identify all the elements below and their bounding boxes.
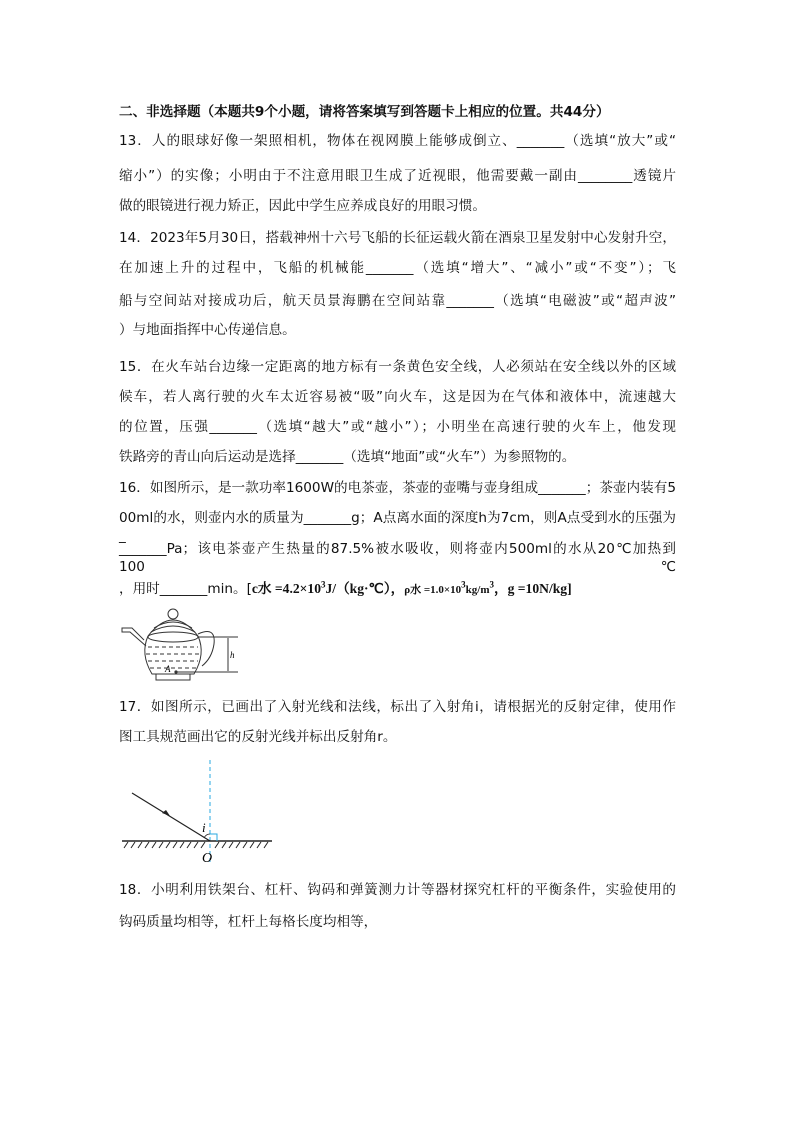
q16-line: 00ml的水，则壶内水的质量为_______g；A点离水面的深度h为7cm，则A点受到水的压强为_ (119, 510, 676, 544)
section-header: 二、非选择题（本题共9个小题，请将答案填写到答题卡上相应的位置。共44分） (119, 104, 610, 120)
q14-line: 14．2023年5月30日，搭载神州十六号飞船的长征运载火箭在酒泉卫星发射中心发射升空， (119, 230, 676, 246)
q16-line: 16．如图所示，是一款功率1600W的电茶壶，茶壶的壶嘴与壶身组成_______；茶壶内装有5 (119, 480, 676, 496)
q18-line: 钩码质量均相等，杠杆上每格长度均相等， (119, 914, 378, 930)
q16-line: _______Pa；该电茶壶产生热量的87.5%被水吸收，则将壶内500ml的水从20℃加热到100℃ (119, 541, 676, 575)
q15-line: 的位置，压强_______（选填“越大”或“越小”）；小明坐在高速行驶的火车上，他发现 (119, 419, 676, 435)
q15-line: 15．在火车站台边缘一定距离的地方标有一条黄色安全线，人必须站在安全线以外的区域 (119, 359, 676, 375)
q14-line: 船与空间站对接成功后，航天员景海鹏在空间站靠_______（选填“电磁波”或“超声波” (119, 293, 676, 309)
q15-line: 铁路旁的青山向后运动是选择_______（选填“地面”或“火车”）为参照物的。 (119, 449, 576, 465)
q17-line: 17．如图所示，已画出了入射光线和法线，标出了入射角i，请根据光的反射定律，使用作 (119, 699, 676, 715)
q14-line: 在加速上升的过程中，飞船的机械能_______（选填“增大”、“减小”或“不变”）；飞 (119, 260, 676, 276)
reflection-diagram (118, 758, 288, 868)
q13-line: 13．人的眼球好像一架照相机，物体在视网膜上能够成倒立、_______（选填“放大”或“ (119, 133, 676, 149)
incident-ray (132, 793, 210, 841)
point-label-o: O (202, 851, 213, 866)
q17-line: 图工具规范画出它的反射光线并标出反射角r。 (119, 729, 397, 745)
q14-line: ）与地面指挥中心传递信息。 (119, 322, 296, 338)
depth-label-h: h (230, 650, 235, 660)
q13-line: 做的眼镜进行视力矫正，因此中学生应养成良好的用眼习惯。 (119, 198, 487, 214)
q15-line: 候车，若人离行驶的火车太近容易被“吸”向火车，这是因为在气体和液体中，流速越大 (119, 389, 676, 405)
q13-line: 缩小”）的实像；小明由于不注意用眼卫生成了近视眼，他需要戴一副由________透镜片 (119, 168, 676, 184)
q18-line: 18．小明利用铁架台、杠杆、钩码和弹簧测力计等器材探究杠杆的平衡条件，实验使用的 (119, 882, 676, 898)
q16-formula-line: ，用时_______min。[c水 $=4.2\times 10^3J/(kg\cdot℃)$，ρ水 $=1.0\times 10^3kg/m^3$，g =10N/kg] (119, 579, 572, 597)
point-label-a: A (165, 664, 171, 674)
angle-label-i: i (202, 820, 206, 835)
teapot-figure (118, 604, 238, 688)
